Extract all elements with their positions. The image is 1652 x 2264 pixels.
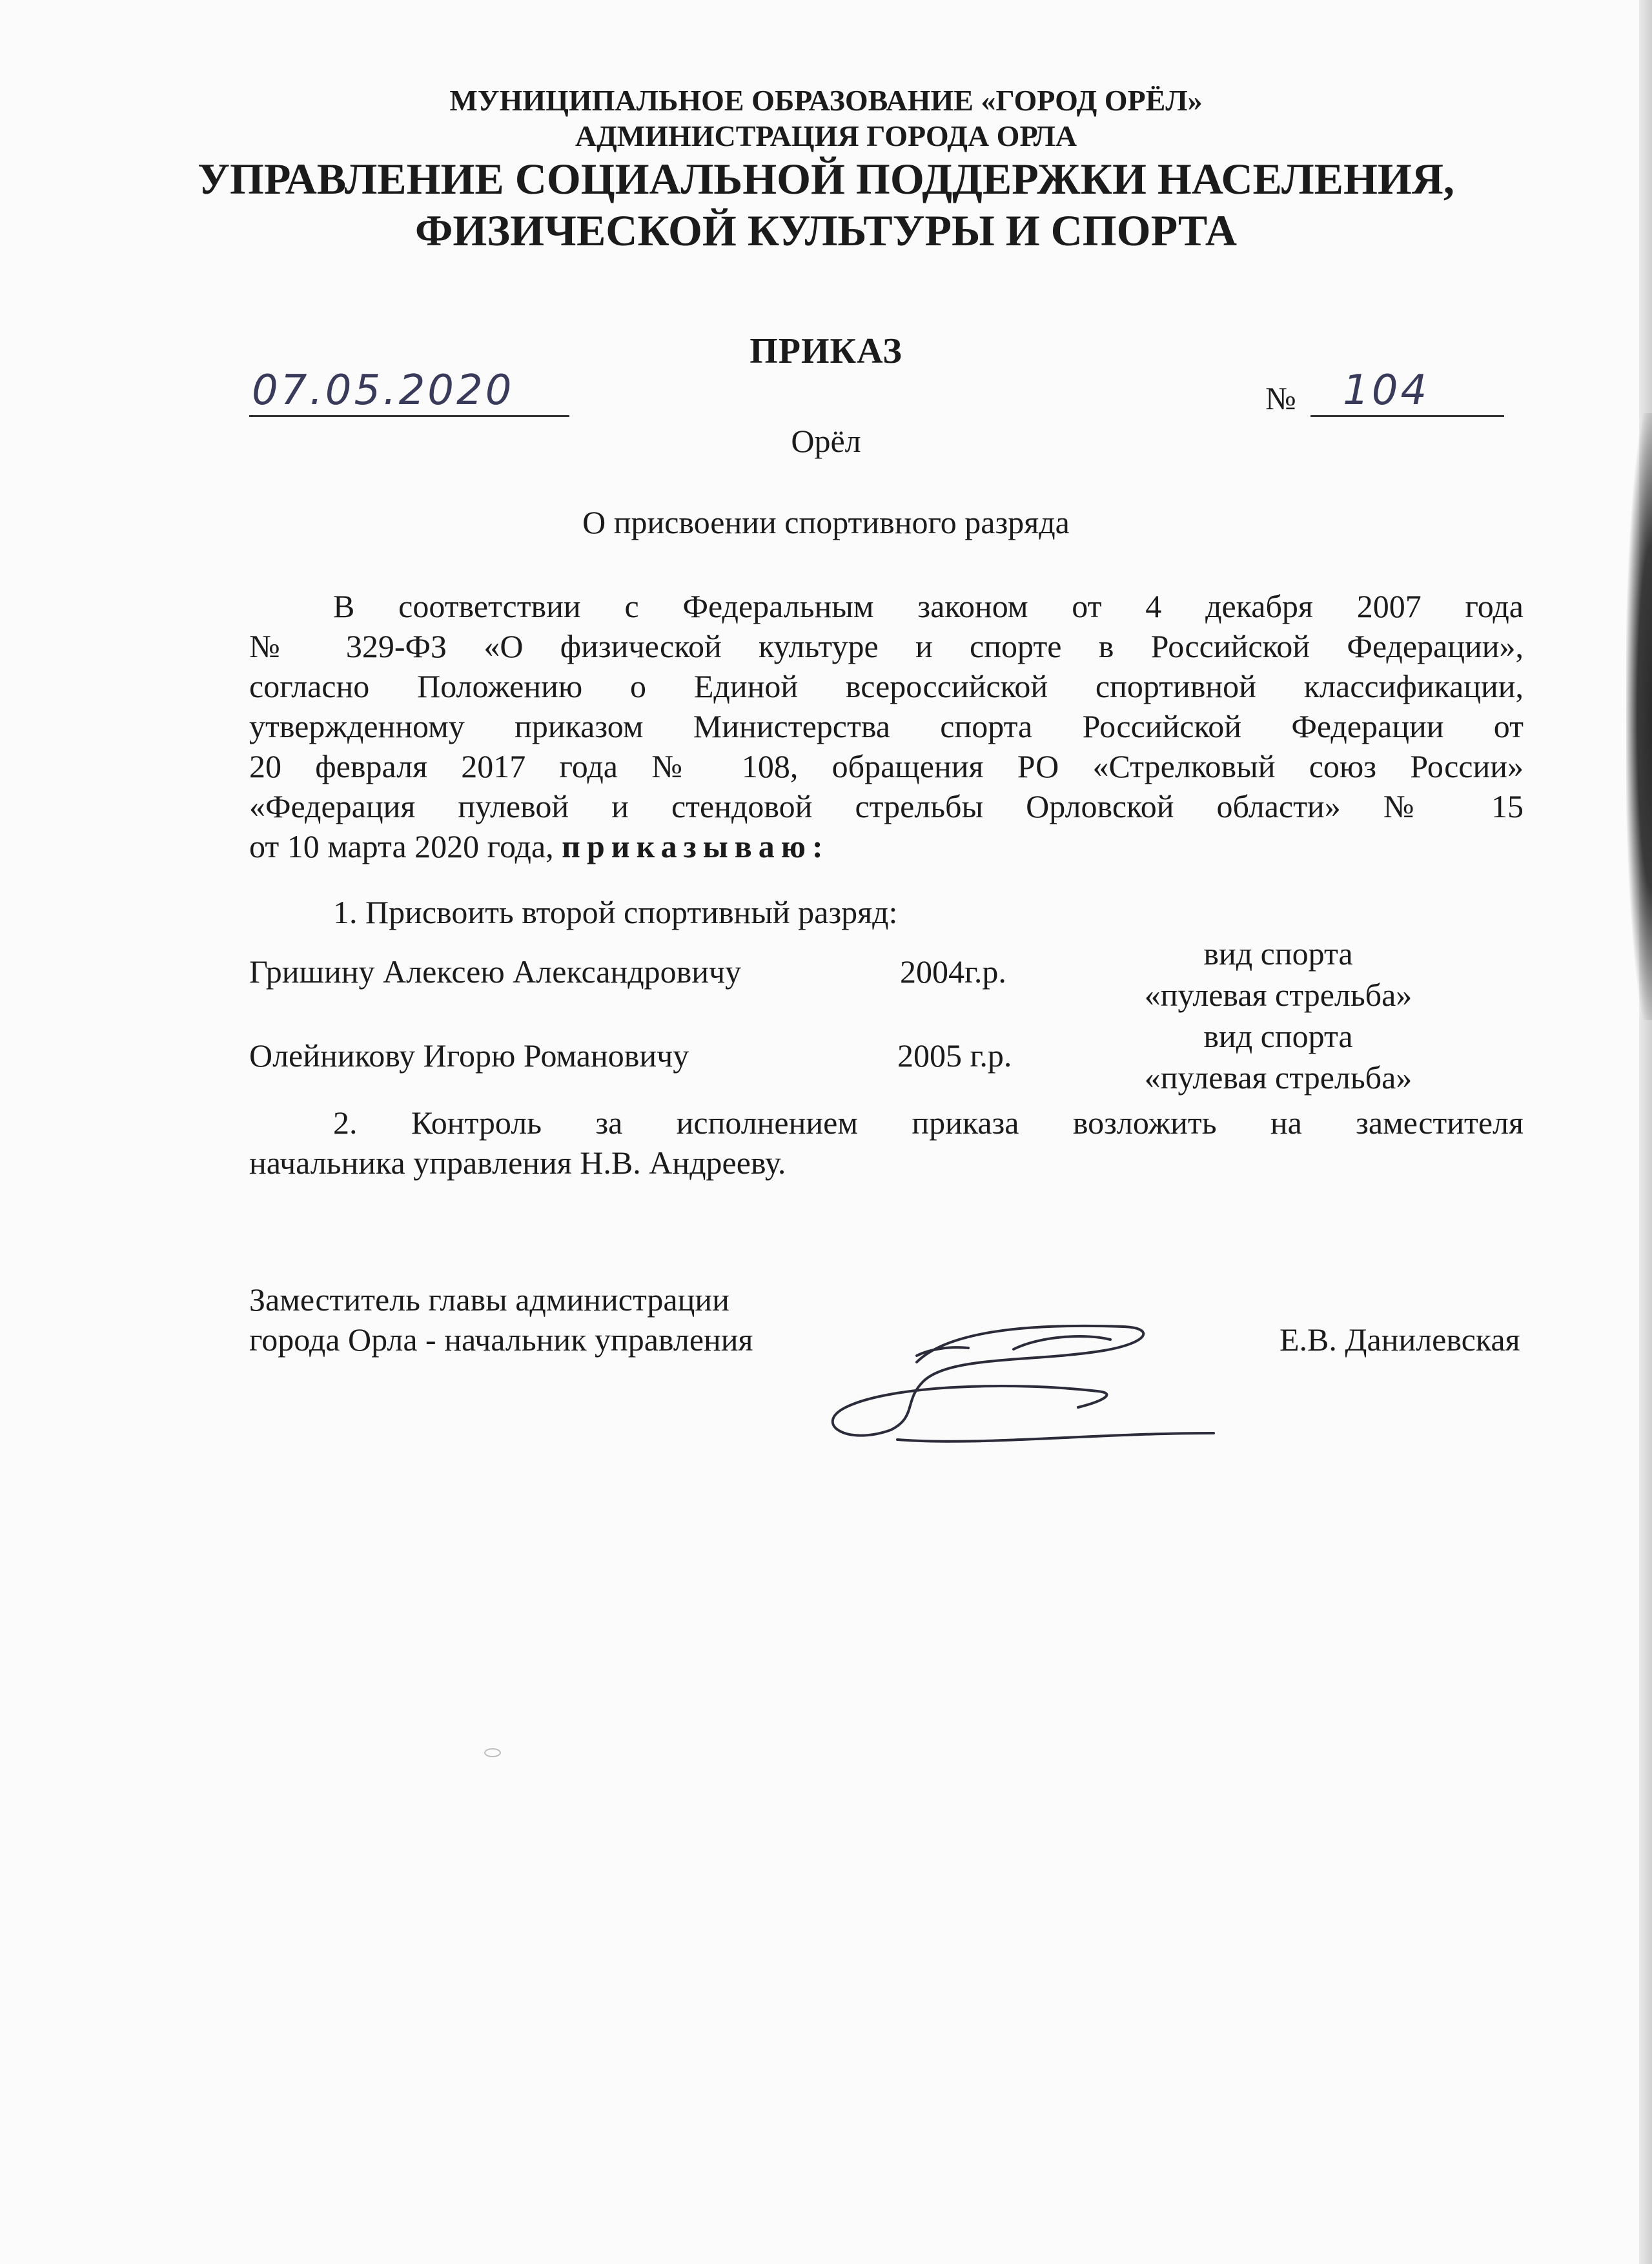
- item-2-line: 2. Контроль за исполнением приказа возложить на заместителя: [333, 1105, 1524, 1141]
- sport-label: вид спорта: [1203, 935, 1353, 972]
- sport-label: вид спорта: [1203, 1018, 1353, 1054]
- item-1: 1. Присвоить второй спортивный разряд:: [333, 894, 898, 930]
- paragraph-legal-basis: [249, 586, 1524, 866]
- paragraph-line: согласно Положению о Единой всероссийской спортивной классификации,: [249, 668, 1524, 704]
- number-underline: [1310, 415, 1504, 417]
- handwritten-signature: [820, 1310, 1233, 1459]
- item-2: [249, 1103, 1524, 1183]
- document-subject: О присвоении спортивного разряда: [582, 504, 1070, 540]
- person-birth-year: 2005 г.р.: [897, 1037, 1012, 1074]
- sport-name: «пулевая стрельба»: [1144, 1059, 1412, 1096]
- document-number: 104: [1343, 367, 1430, 414]
- paragraph-line: № 329-ФЗ «О физической культуре и спорте в Российской Федерации»,: [249, 628, 1524, 664]
- scan-speck: [484, 1748, 501, 1757]
- signer-name: Е.В. Данилевская: [1280, 1321, 1520, 1358]
- date-underline: [249, 415, 569, 417]
- item-2-line: начальника управления Н.В. Андрееву.: [249, 1145, 786, 1181]
- paragraph-last-text: от 10 марта 2020 года,: [249, 828, 554, 864]
- number-sign: №: [1265, 380, 1296, 416]
- document-title: ПРИКАЗ: [750, 331, 902, 371]
- header-administration: АДМИНИСТРАЦИЯ ГОРОДА ОРЛА: [575, 119, 1077, 152]
- header-department-line2: ФИЗИЧЕСКОЙ КУЛЬТУРЫ И СПОРТА: [414, 206, 1238, 255]
- paragraph-line: 20 февраля 2017 года № 108, обращения РО «Стрелковый союз России»: [249, 748, 1524, 784]
- person-birth-year: 2004г.р.: [900, 954, 1006, 990]
- paragraph-line: В соответствии с Федеральным законом от 4 декабря 2007 года: [333, 588, 1524, 624]
- paragraph-line: «Федерация пулевой и стендовой стрельбы Орловской области» № 15: [249, 788, 1524, 824]
- signer-position-line2: города Орла - начальник управления: [249, 1321, 753, 1358]
- person-name: Олейникову Игорю Романовичу: [249, 1037, 689, 1074]
- header-municipality: МУНИЦИПАЛЬНОЕ ОБРАЗОВАНИЕ «ГОРОД ОРЁЛ»: [449, 84, 1203, 117]
- paragraph-line: [249, 826, 1524, 866]
- signer-position-line1: Заместитель главы администрации: [249, 1281, 729, 1318]
- order-word: приказываю:: [562, 828, 830, 864]
- paragraph-line: утвержденному приказом Министерства спорта Российской Федерации от: [249, 708, 1524, 744]
- document-date: 07.05.2020: [252, 367, 515, 414]
- document-city: Орёл: [791, 423, 861, 459]
- person-name: Гришину Алексею Александровичу: [249, 954, 742, 990]
- header-department-line1: УПРАВЛЕНИЕ СОЦИАЛЬНОЙ ПОДДЕРЖКИ НАСЕЛЕНИЯ,: [198, 154, 1454, 203]
- sport-name: «пулевая стрельба»: [1144, 977, 1412, 1013]
